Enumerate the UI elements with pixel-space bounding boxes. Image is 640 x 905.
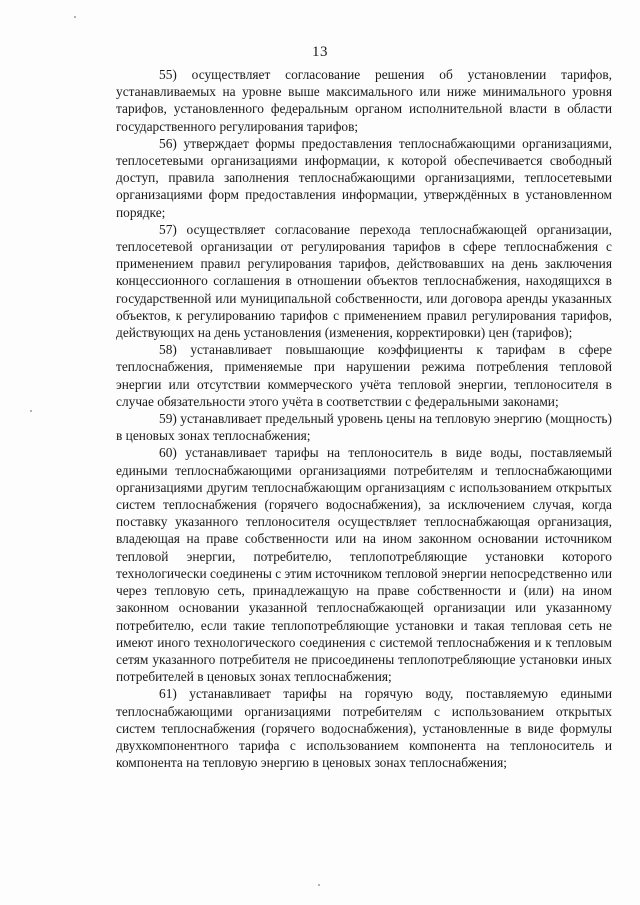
scan-speck [318, 884, 320, 886]
paragraph-57: 57) осуществляет согласование перехода теплоснабжающей организации, теплосетевой организации от регулирования тарифов в сфере теплоснабжения с применением правил регулирования тарифов, действовавших на день заключения концессионного соглашения в отношении объектов теплоснабжения, находящихся в государственной или муниципальной собственности, или договора аренды указанных объектов, к регулированию тарифов с применением правил регулирования тарифов, действующих на день установления (изменения, корректировки) цен (тарифов); [116, 221, 612, 341]
document-body [116, 66, 612, 771]
paragraph-58: 58) устанавливает повышающие коэффициенты к тарифам в сфере теплоснабжения, применяемые при нарушении режима потребления тепловой энергии или отсутствии коммерческого учёта тепловой энергии, теплоносителя в случае обязательности этого учёта в соответствии с федеральными законами; [116, 342, 612, 409]
paragraph-56: 56) утверждает формы предоставления теплоснабжающими организациями, теплосетевыми организациями информации, к которой обеспечивается свободный доступ, правила заполнения теплоснабжающими организациями, теплосетевыми организациями форм предоставления информации, утверждённых в установленном порядке; [116, 135, 612, 220]
paragraph-61: 61) устанавливает тарифы на горячую воду, поставляемую едиными теплоснабжающими организациями потребителям с использованием открытых систем теплоснабжения (горячего водоснабжения), установленные в виде формулы двухкомпонентного тарифа с использованием компонента на теплоноситель и компонента на тепловую энергию в ценовых зонах теплоснабжения; [116, 686, 612, 771]
paragraph-59: 59) устанавливает предельный уровень цены на тепловую энергию (мощность) в ценовых зонах теплоснабжения; [116, 411, 612, 444]
page-number: 13 [312, 44, 328, 60]
scan-speck [30, 410, 32, 412]
scan-speck [74, 16, 76, 18]
paragraph-55: 55) осуществляет согласование решения об установлении тарифов, устанавливаемых на уровне выше максимального или ниже минимального уровня тарифов, установленного федеральным органом исполнительной власти в области государственного регулирования тарифов; [116, 67, 612, 134]
paragraph-60: 60) устанавливает тарифы на теплоноситель в виде воды, поставляемый едиными теплоснабжающими организациями потребителям и теплоснабжающими организациями другим теплоснабжающим организациям с использованием открытых систем теплоснабжения (горячего водоснабжения), за исключением случая, когда поставку указанного теплоносителя осуществляет теплоснабжающая организация, владеющая на праве собственности или на ином законном основании источником тепловой энергии, потребителю, теплопотребляющие установки которого технологически соединены с этим источником тепловой энергии непосредственно или через тепловую сеть, принадлежащую на праве собственности и (или) на ином законном основании указанной теплоснабжающей организации или указанному потребителю, если такие теплопотребляющие установки и такая тепловая сеть не имеют иного технологического соединения с системой теплоснабжения и к тепловым сетям указанного потребителя не присоединены теплопотребляющие установки иных потребителей в ценовых зонах теплоснабжения; [116, 445, 612, 685]
